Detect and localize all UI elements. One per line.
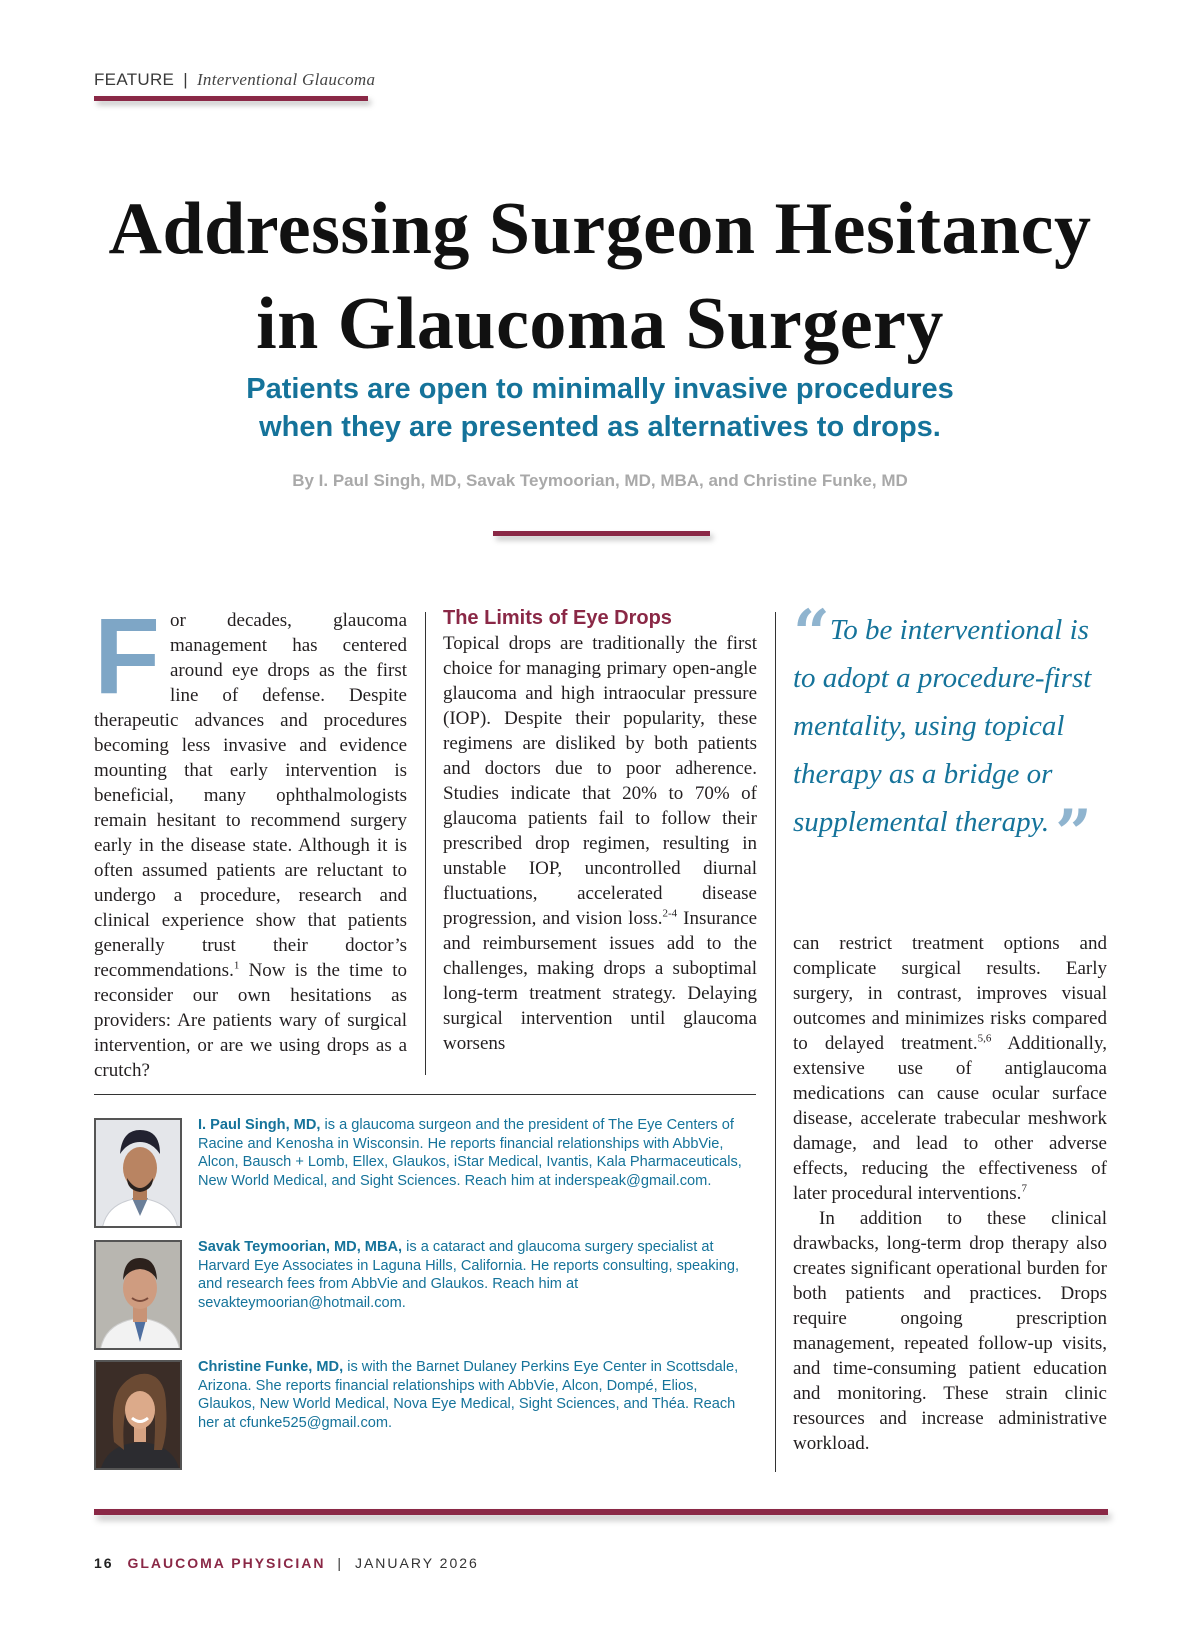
subtitle-line-2: when they are presented as alternatives to drops. [259,411,941,443]
author-portrait-icon [96,1362,182,1470]
byline: By I. Paul Singh, MD, Savak Teymoorian, MD, MBA, and Christine Funke, MD [292,471,908,490]
col2-text: Topical drops are traditionally the first choice for managing primary open-angle glaucoma and high intraocular pressure (IOP). Despite their popularity, these regimens are disliked by both patients and doctors due to poor adherence. Studies indicate that 20% to 70% of glaucoma patients fail to follow their prescribed drop regimen, resulting in unstable IOP, uncontrolled diurnal fluctuations, accelerated disease progression, and vision loss. [443,633,757,929]
author-portrait-icon [96,1120,182,1228]
reference-mark: 1 [233,959,240,972]
body-column-2 [443,606,757,1056]
column-divider-1 [425,612,426,1075]
kicker-rule [94,96,368,101]
pull-quote [793,596,1113,871]
col1-text-cont: Now is the time to reconsider our own hesitations as providers: Are patients wary of surgical intervention, or are we using drops as a crutch? [94,960,407,1081]
author-description: is with the Barnet Dulaney Perkins Eye Center in Scottsdale, Arizona. She reports financial relationships with AbbVie, Alcon, Dompé, Elios, Glaukos, New World Medical, Nova Eye Medical, Sight Sciences, and Théa. Reach her at cfunke525@gmail.com. [198,1359,739,1431]
page-number: 16 [94,1555,114,1571]
section-label: FEATURE [94,70,175,89]
col3-paragraph-2: In addition to these clinical drawbacks, long-term drop therapy also creates significant operational burden for both patients and practices. Drops require ongoing prescription management, repeated follow-up visits, and time-consuming patient education and monitoring. These strain clinic resources and increase administrative workload. [793,1208,1107,1454]
title-line-2: in Glaucoma Surgery [256,283,944,365]
col2-text-cont: Insurance and reimbursement issues add to the challenges, making drops a suboptimal long-term treatment strategy. Delaying surgical intervention until glaucoma worsens [443,908,757,1054]
section-kicker [94,70,375,90]
article-title [60,182,1140,372]
col3-text: can restrict treatment options and complicate surgical results. Early surgery, in contrast, improves visual outcomes and minimizes risks compared to delayed treatment. [793,933,1107,1054]
author-description: is a cataract and glaucoma surgery specialist at Harvard Eye Associates in Laguna Hills, California. He reports consulting, speaking, and research fees from AbbVie and Glaukos. Reach him at sevakteymoorian@hotmail.com. [198,1239,740,1311]
pull-quote-text: To be interventional is to adopt a procedure-first mentality, using topical therapy as a bridge or supplemental therapy. [793,614,1092,838]
footer-rule [94,1509,1108,1515]
author-photo [94,1118,182,1228]
author-name: Savak Teymoorian, MD, MBA, [198,1239,403,1255]
kicker-separator: | [183,70,188,89]
byline-rule [493,531,710,536]
author-portrait-icon [96,1242,182,1350]
open-quote-icon: “ [793,596,826,671]
bios-divider [94,1094,756,1095]
author-photo [94,1240,182,1350]
author-description: is a glaucoma surgeon and the president of The Eye Centers of Racine and Kenosha in Wisconsin. He reports financial relationships with AbbVie, Alcon, Bausch + Lomb, Ellex, Glaukos, iStar Medical, Ivantis, Kala Pharmaceuticals, New World Medical, and Sight Sciences. Reach him at inderspeak@gmail.com. [198,1117,742,1189]
section-heading: The Limits of Eye Drops [443,607,672,629]
footer-separator: | [337,1555,344,1571]
article-subtitle [100,370,1100,446]
author-name: Christine Funke, MD, [198,1359,344,1375]
page-footer [94,1555,479,1571]
body-column-1 [94,595,407,1083]
author-bio-text [198,1358,758,1432]
col3-paragraph-1 [793,931,1107,1206]
author-bio-text [198,1238,758,1312]
subsection-label: Interventional Glaucoma [196,70,376,89]
reference-mark: 7 [1021,1182,1027,1195]
col3-text-cont: Additionally, extensive use of antiglaucoma medications can cause ocular surface disease, accelerate trabecular meshwork damage, and lead to other adverse effects, reducing the effectiveness of later procedural interventions. [793,1033,1107,1204]
drop-cap: F [94,595,160,716]
title-line-1: Addressing Surgeon Hesitancy [108,188,1092,270]
column-divider-2 [775,612,776,1472]
subtitle-line-1: Patients are open to minimally invasive procedures [246,373,954,405]
close-quote-icon: ” [1055,796,1088,871]
col1-text: or decades, glaucoma management has centered around eye drops as the first line of defense. Despite therapeutic advances and procedures becoming less invasive and evidence mounting that early intervention is beneficial, many ophthalmologists remain hesitant to recommend surgery early in the disease state. Although it is often assumed patients are reluctant to undergo a procedure, research and clinical experience show that patients generally trust their doctor’s recommendations. [94,610,407,981]
reference-mark: 5,6 [977,1032,992,1045]
body-column-3 [793,931,1107,1456]
author-bio-text [198,1116,758,1190]
author-name: I. Paul Singh, MD, [198,1117,321,1133]
reference-mark: 2-4 [662,907,678,920]
author-photo [94,1360,182,1470]
publication-name: GLAUCOMA PHYSICIAN [127,1555,326,1571]
issue-date: JANUARY 2026 [354,1555,479,1571]
